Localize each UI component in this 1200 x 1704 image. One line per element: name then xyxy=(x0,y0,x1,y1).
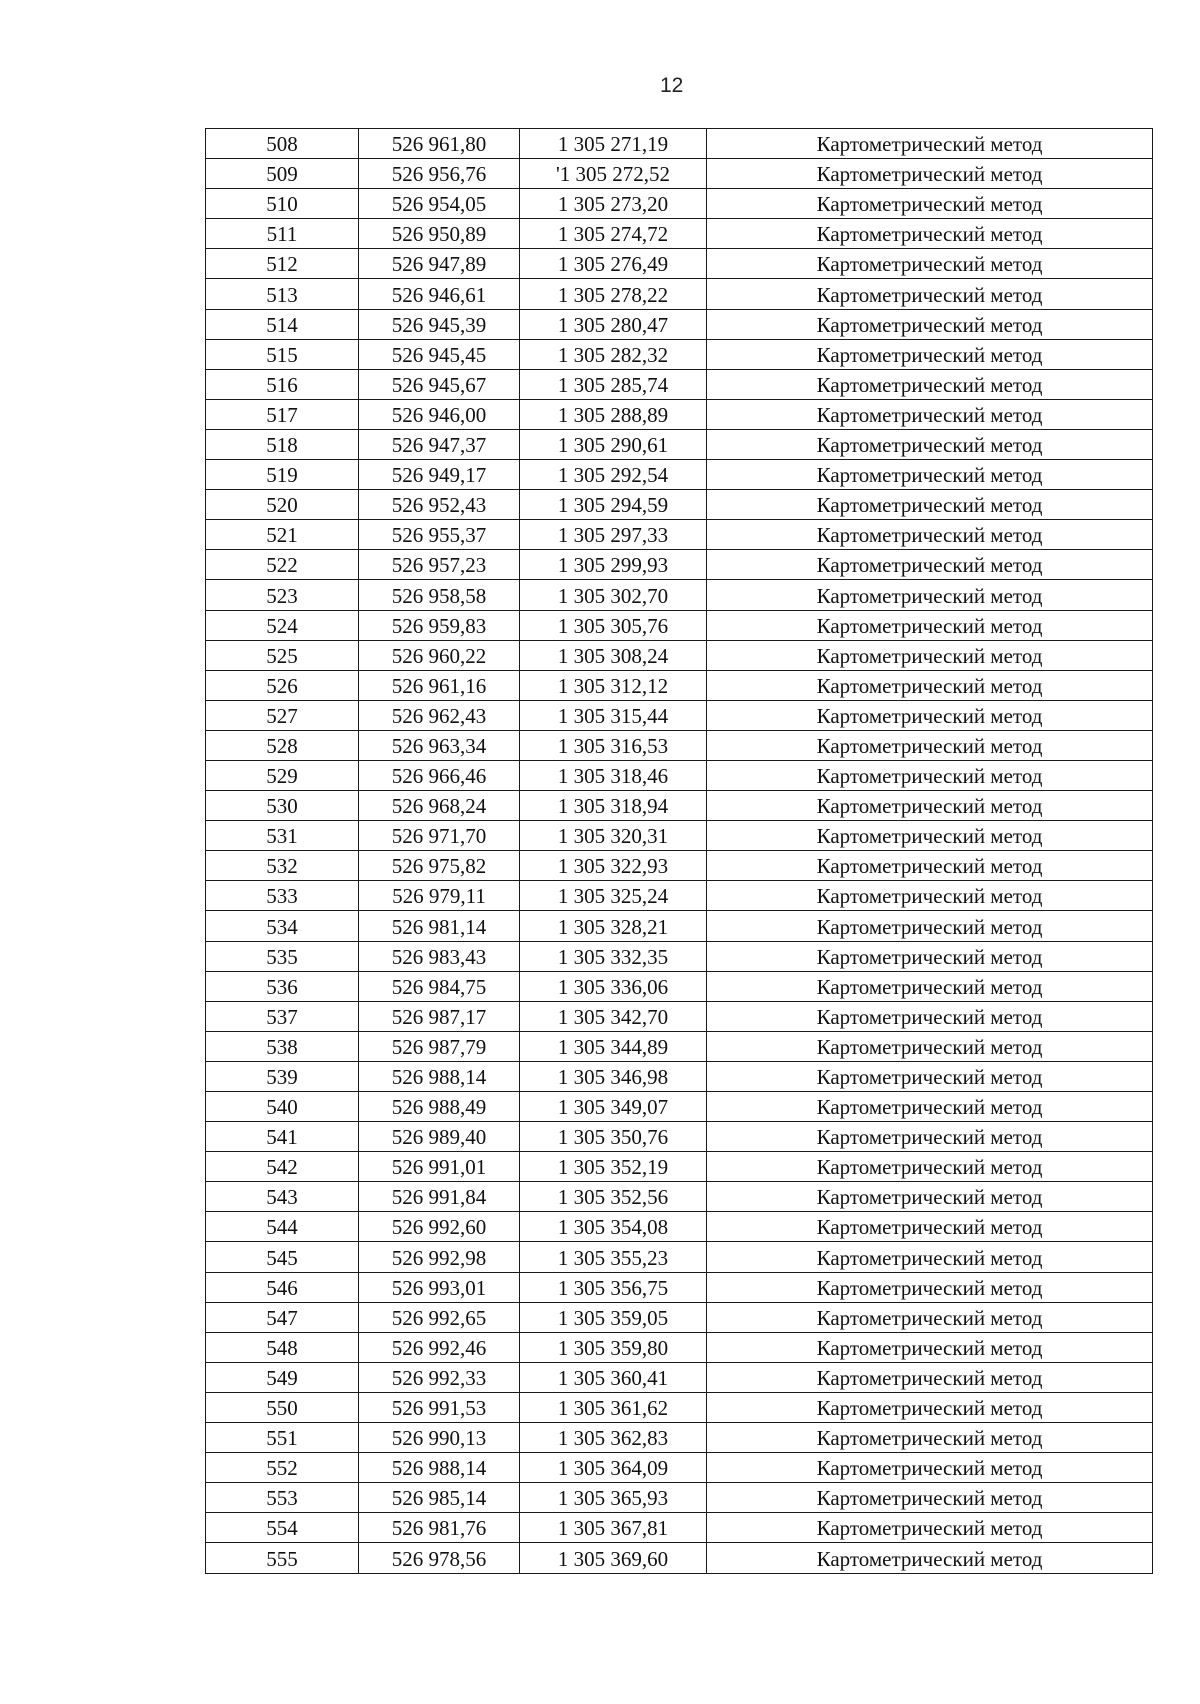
y-coordinate-cell: 1 305 369,60 xyxy=(520,1543,707,1573)
method-cell: Картометрический метод xyxy=(707,1543,1153,1573)
method-cell: Картометрический метод xyxy=(707,610,1153,640)
method-cell: Картометрический метод xyxy=(707,851,1153,881)
table-row xyxy=(206,550,1153,580)
x-coordinate-cell: 526 946,61 xyxy=(359,279,520,309)
x-coordinate-cell: 526 947,89 xyxy=(359,249,520,279)
table-row xyxy=(206,1031,1153,1061)
table-row xyxy=(206,1242,1153,1272)
method-cell: Картометрический метод xyxy=(707,1182,1153,1212)
table-row xyxy=(206,1122,1153,1152)
table-row xyxy=(206,1212,1153,1242)
x-coordinate-cell: 526 992,65 xyxy=(359,1302,520,1332)
x-coordinate-cell: 526 988,49 xyxy=(359,1092,520,1122)
page-number: 12 xyxy=(660,74,684,97)
x-coordinate-cell: 526 992,60 xyxy=(359,1212,520,1242)
y-coordinate-cell: 1 305 290,61 xyxy=(520,429,707,459)
method-cell: Картометрический метод xyxy=(707,460,1153,490)
y-coordinate-cell: 1 305 350,76 xyxy=(520,1122,707,1152)
x-coordinate-cell: 526 992,98 xyxy=(359,1242,520,1272)
method-cell: Картометрический метод xyxy=(707,1332,1153,1362)
method-cell: Картометрический метод xyxy=(707,1302,1153,1332)
y-coordinate-cell: 1 305 362,83 xyxy=(520,1423,707,1453)
point-number-cell: 514 xyxy=(206,309,359,339)
point-number-cell: 521 xyxy=(206,520,359,550)
point-number-cell: 542 xyxy=(206,1152,359,1182)
method-cell: Картометрический метод xyxy=(707,941,1153,971)
y-coordinate-cell: 1 305 276,49 xyxy=(520,249,707,279)
y-coordinate-cell: 1 305 322,93 xyxy=(520,851,707,881)
x-coordinate-cell: 526 946,00 xyxy=(359,399,520,429)
method-cell: Картометрический метод xyxy=(707,640,1153,670)
method-cell: Картометрический метод xyxy=(707,189,1153,219)
table-row xyxy=(206,1001,1153,1031)
method-cell: Картометрический метод xyxy=(707,339,1153,369)
y-coordinate-cell: 1 305 344,89 xyxy=(520,1031,707,1061)
table-row xyxy=(206,1152,1153,1182)
y-coordinate-cell: 1 305 271,19 xyxy=(520,129,707,159)
point-number-cell: 527 xyxy=(206,700,359,730)
table-row xyxy=(206,1513,1153,1543)
point-number-cell: 551 xyxy=(206,1423,359,1453)
point-number-cell: 545 xyxy=(206,1242,359,1272)
y-coordinate-cell: 1 305 359,05 xyxy=(520,1302,707,1332)
x-coordinate-cell: 526 949,17 xyxy=(359,460,520,490)
table-row xyxy=(206,460,1153,490)
x-coordinate-cell: 526 945,45 xyxy=(359,339,520,369)
method-cell: Картометрический метод xyxy=(707,1483,1153,1513)
method-cell: Картометрический метод xyxy=(707,520,1153,550)
y-coordinate-cell: '1 305 272,52 xyxy=(520,159,707,189)
method-cell: Картометрический метод xyxy=(707,550,1153,580)
table-row xyxy=(206,730,1153,760)
table-row xyxy=(206,339,1153,369)
x-coordinate-cell: 526 961,80 xyxy=(359,129,520,159)
table-row xyxy=(206,1362,1153,1392)
point-number-cell: 530 xyxy=(206,791,359,821)
y-coordinate-cell: 1 305 316,53 xyxy=(520,730,707,760)
y-coordinate-cell: 1 305 346,98 xyxy=(520,1061,707,1091)
point-number-cell: 520 xyxy=(206,490,359,520)
table-row xyxy=(206,881,1153,911)
table-row xyxy=(206,1453,1153,1483)
x-coordinate-cell: 526 952,43 xyxy=(359,490,520,520)
method-cell: Картометрический метод xyxy=(707,399,1153,429)
table-row xyxy=(206,520,1153,550)
table-row xyxy=(206,369,1153,399)
table-row xyxy=(206,159,1153,189)
method-cell: Картометрический метод xyxy=(707,309,1153,339)
y-coordinate-cell: 1 305 308,24 xyxy=(520,640,707,670)
y-coordinate-cell: 1 305 360,41 xyxy=(520,1362,707,1392)
method-cell: Картометрический метод xyxy=(707,821,1153,851)
table-row xyxy=(206,1182,1153,1212)
point-number-cell: 524 xyxy=(206,610,359,640)
point-number-cell: 531 xyxy=(206,821,359,851)
table-row xyxy=(206,1092,1153,1122)
point-number-cell: 509 xyxy=(206,159,359,189)
table-row xyxy=(206,760,1153,790)
x-coordinate-cell: 526 991,84 xyxy=(359,1182,520,1212)
point-number-cell: 533 xyxy=(206,881,359,911)
method-cell: Картометрический метод xyxy=(707,249,1153,279)
y-coordinate-cell: 1 305 315,44 xyxy=(520,700,707,730)
table-row xyxy=(206,279,1153,309)
point-number-cell: 523 xyxy=(206,580,359,610)
method-cell: Картометрический метод xyxy=(707,1092,1153,1122)
x-coordinate-cell: 526 961,16 xyxy=(359,670,520,700)
point-number-cell: 553 xyxy=(206,1483,359,1513)
x-coordinate-cell: 526 979,11 xyxy=(359,881,520,911)
method-cell: Картометрический метод xyxy=(707,1392,1153,1422)
table-row xyxy=(206,1392,1153,1422)
point-number-cell: 528 xyxy=(206,730,359,760)
point-number-cell: 548 xyxy=(206,1332,359,1362)
point-number-cell: 522 xyxy=(206,550,359,580)
x-coordinate-cell: 526 992,33 xyxy=(359,1362,520,1392)
x-coordinate-cell: 526 975,82 xyxy=(359,851,520,881)
point-number-cell: 518 xyxy=(206,429,359,459)
method-cell: Картометрический метод xyxy=(707,1061,1153,1091)
y-coordinate-cell: 1 305 361,62 xyxy=(520,1392,707,1422)
y-coordinate-cell: 1 305 294,59 xyxy=(520,490,707,520)
y-coordinate-cell: 1 305 352,19 xyxy=(520,1152,707,1182)
point-number-cell: 529 xyxy=(206,760,359,790)
method-cell: Картометрический метод xyxy=(707,881,1153,911)
y-coordinate-cell: 1 305 288,89 xyxy=(520,399,707,429)
x-coordinate-cell: 526 956,76 xyxy=(359,159,520,189)
x-coordinate-cell: 526 971,70 xyxy=(359,821,520,851)
point-number-cell: 549 xyxy=(206,1362,359,1392)
y-coordinate-cell: 1 305 318,46 xyxy=(520,760,707,790)
y-coordinate-cell: 1 305 299,93 xyxy=(520,550,707,580)
table-row xyxy=(206,1483,1153,1513)
point-number-cell: 516 xyxy=(206,369,359,399)
y-coordinate-cell: 1 305 354,08 xyxy=(520,1212,707,1242)
x-coordinate-cell: 526 950,89 xyxy=(359,219,520,249)
x-coordinate-cell: 526 945,67 xyxy=(359,369,520,399)
table-row xyxy=(206,1332,1153,1362)
method-cell: Картометрический метод xyxy=(707,1152,1153,1182)
method-cell: Картометрический метод xyxy=(707,429,1153,459)
y-coordinate-cell: 1 305 364,09 xyxy=(520,1453,707,1483)
method-cell: Картометрический метод xyxy=(707,1001,1153,1031)
x-coordinate-cell: 526 988,14 xyxy=(359,1061,520,1091)
method-cell: Картометрический метод xyxy=(707,971,1153,1001)
y-coordinate-cell: 1 305 320,31 xyxy=(520,821,707,851)
point-number-cell: 554 xyxy=(206,1513,359,1543)
table-row xyxy=(206,791,1153,821)
method-cell: Картометрический метод xyxy=(707,490,1153,520)
point-number-cell: 537 xyxy=(206,1001,359,1031)
point-number-cell: 550 xyxy=(206,1392,359,1422)
point-number-cell: 513 xyxy=(206,279,359,309)
method-cell: Картометрический метод xyxy=(707,219,1153,249)
y-coordinate-cell: 1 305 349,07 xyxy=(520,1092,707,1122)
y-coordinate-cell: 1 305 318,94 xyxy=(520,791,707,821)
x-coordinate-cell: 526 966,46 xyxy=(359,760,520,790)
x-coordinate-cell: 526 954,05 xyxy=(359,189,520,219)
x-coordinate-cell: 526 978,56 xyxy=(359,1543,520,1573)
y-coordinate-cell: 1 305 282,32 xyxy=(520,339,707,369)
table-row xyxy=(206,580,1153,610)
y-coordinate-cell: 1 305 292,54 xyxy=(520,460,707,490)
x-coordinate-cell: 526 981,76 xyxy=(359,1513,520,1543)
point-number-cell: 539 xyxy=(206,1061,359,1091)
table-row xyxy=(206,1302,1153,1332)
method-cell: Картометрический метод xyxy=(707,911,1153,941)
method-cell: Картометрический метод xyxy=(707,1212,1153,1242)
y-coordinate-cell: 1 305 356,75 xyxy=(520,1272,707,1302)
table-row xyxy=(206,941,1153,971)
table-row xyxy=(206,1543,1153,1573)
point-number-cell: 555 xyxy=(206,1543,359,1573)
table-row xyxy=(206,670,1153,700)
y-coordinate-cell: 1 305 336,06 xyxy=(520,971,707,1001)
x-coordinate-cell: 526 991,53 xyxy=(359,1392,520,1422)
y-coordinate-cell: 1 305 305,76 xyxy=(520,610,707,640)
x-coordinate-cell: 526 957,23 xyxy=(359,550,520,580)
method-cell: Картометрический метод xyxy=(707,1122,1153,1152)
y-coordinate-cell: 1 305 355,23 xyxy=(520,1242,707,1272)
table-row xyxy=(206,429,1153,459)
table-row xyxy=(206,399,1153,429)
y-coordinate-cell: 1 305 302,70 xyxy=(520,580,707,610)
table-row xyxy=(206,1061,1153,1091)
table-row xyxy=(206,851,1153,881)
x-coordinate-cell: 526 945,39 xyxy=(359,309,520,339)
table-row xyxy=(206,1423,1153,1453)
y-coordinate-cell: 1 305 367,81 xyxy=(520,1513,707,1543)
coordinates-table xyxy=(205,128,1153,1574)
table-row xyxy=(206,490,1153,520)
table-row xyxy=(206,700,1153,730)
y-coordinate-cell: 1 305 365,93 xyxy=(520,1483,707,1513)
x-coordinate-cell: 526 988,14 xyxy=(359,1453,520,1483)
y-coordinate-cell: 1 305 352,56 xyxy=(520,1182,707,1212)
point-number-cell: 526 xyxy=(206,670,359,700)
method-cell: Картометрический метод xyxy=(707,791,1153,821)
table-row xyxy=(206,640,1153,670)
point-number-cell: 512 xyxy=(206,249,359,279)
table-row xyxy=(206,129,1153,159)
method-cell: Картометрический метод xyxy=(707,129,1153,159)
point-number-cell: 508 xyxy=(206,129,359,159)
x-coordinate-cell: 526 960,22 xyxy=(359,640,520,670)
y-coordinate-cell: 1 305 285,74 xyxy=(520,369,707,399)
method-cell: Картометрический метод xyxy=(707,1272,1153,1302)
point-number-cell: 534 xyxy=(206,911,359,941)
table-body xyxy=(206,129,1153,1574)
point-number-cell: 536 xyxy=(206,971,359,1001)
method-cell: Картометрический метод xyxy=(707,1513,1153,1543)
table-row xyxy=(206,911,1153,941)
table-row xyxy=(206,610,1153,640)
point-number-cell: 525 xyxy=(206,640,359,670)
x-coordinate-cell: 526 987,17 xyxy=(359,1001,520,1031)
point-number-cell: 544 xyxy=(206,1212,359,1242)
method-cell: Картометрический метод xyxy=(707,580,1153,610)
y-coordinate-cell: 1 305 328,21 xyxy=(520,911,707,941)
point-number-cell: 519 xyxy=(206,460,359,490)
x-coordinate-cell: 526 958,58 xyxy=(359,580,520,610)
point-number-cell: 535 xyxy=(206,941,359,971)
point-number-cell: 540 xyxy=(206,1092,359,1122)
point-number-cell: 511 xyxy=(206,219,359,249)
y-coordinate-cell: 1 305 274,72 xyxy=(520,219,707,249)
y-coordinate-cell: 1 305 280,47 xyxy=(520,309,707,339)
method-cell: Картометрический метод xyxy=(707,369,1153,399)
method-cell: Картометрический метод xyxy=(707,279,1153,309)
table-row xyxy=(206,249,1153,279)
method-cell: Картометрический метод xyxy=(707,730,1153,760)
x-coordinate-cell: 526 993,01 xyxy=(359,1272,520,1302)
x-coordinate-cell: 526 955,37 xyxy=(359,520,520,550)
x-coordinate-cell: 526 968,24 xyxy=(359,791,520,821)
x-coordinate-cell: 526 987,79 xyxy=(359,1031,520,1061)
method-cell: Картометрический метод xyxy=(707,1423,1153,1453)
y-coordinate-cell: 1 305 312,12 xyxy=(520,670,707,700)
x-coordinate-cell: 526 983,43 xyxy=(359,941,520,971)
method-cell: Картометрический метод xyxy=(707,1242,1153,1272)
table-row xyxy=(206,971,1153,1001)
point-number-cell: 510 xyxy=(206,189,359,219)
method-cell: Картометрический метод xyxy=(707,760,1153,790)
point-number-cell: 538 xyxy=(206,1031,359,1061)
method-cell: Картометрический метод xyxy=(707,1453,1153,1483)
x-coordinate-cell: 526 989,40 xyxy=(359,1122,520,1152)
x-coordinate-cell: 526 990,13 xyxy=(359,1423,520,1453)
x-coordinate-cell: 526 985,14 xyxy=(359,1483,520,1513)
y-coordinate-cell: 1 305 297,33 xyxy=(520,520,707,550)
method-cell: Картометрический метод xyxy=(707,1362,1153,1392)
y-coordinate-cell: 1 305 332,35 xyxy=(520,941,707,971)
point-number-cell: 552 xyxy=(206,1453,359,1483)
table-row xyxy=(206,219,1153,249)
method-cell: Картометрический метод xyxy=(707,1031,1153,1061)
point-number-cell: 546 xyxy=(206,1272,359,1302)
point-number-cell: 543 xyxy=(206,1182,359,1212)
point-number-cell: 515 xyxy=(206,339,359,369)
x-coordinate-cell: 526 991,01 xyxy=(359,1152,520,1182)
point-number-cell: 532 xyxy=(206,851,359,881)
x-coordinate-cell: 526 963,34 xyxy=(359,730,520,760)
x-coordinate-cell: 526 947,37 xyxy=(359,429,520,459)
point-number-cell: 541 xyxy=(206,1122,359,1152)
x-coordinate-cell: 526 959,83 xyxy=(359,610,520,640)
table-row xyxy=(206,821,1153,851)
table-row xyxy=(206,309,1153,339)
y-coordinate-cell: 1 305 342,70 xyxy=(520,1001,707,1031)
x-coordinate-cell: 526 984,75 xyxy=(359,971,520,1001)
x-coordinate-cell: 526 981,14 xyxy=(359,911,520,941)
method-cell: Картометрический метод xyxy=(707,159,1153,189)
y-coordinate-cell: 1 305 273,20 xyxy=(520,189,707,219)
y-coordinate-cell: 1 305 359,80 xyxy=(520,1332,707,1362)
table-row xyxy=(206,1272,1153,1302)
y-coordinate-cell: 1 305 278,22 xyxy=(520,279,707,309)
method-cell: Картометрический метод xyxy=(707,700,1153,730)
table-row xyxy=(206,189,1153,219)
x-coordinate-cell: 526 962,43 xyxy=(359,700,520,730)
point-number-cell: 547 xyxy=(206,1302,359,1332)
point-number-cell: 517 xyxy=(206,399,359,429)
method-cell: Картометрический метод xyxy=(707,670,1153,700)
y-coordinate-cell: 1 305 325,24 xyxy=(520,881,707,911)
x-coordinate-cell: 526 992,46 xyxy=(359,1332,520,1362)
